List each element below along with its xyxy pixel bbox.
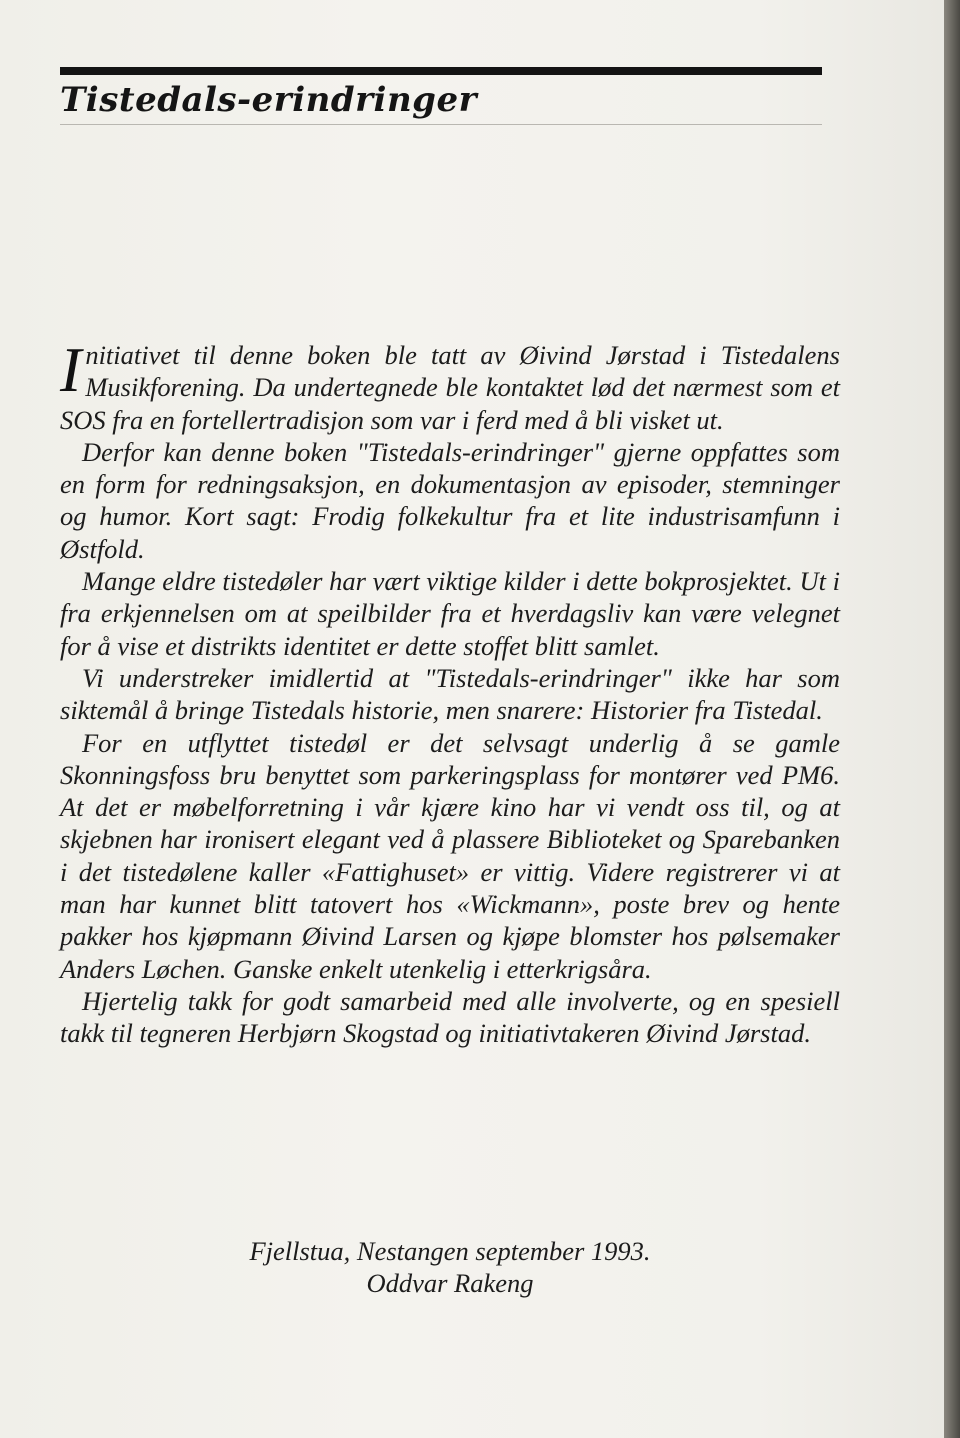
paragraph-4: Vi understreker imidlertid at "Tistedals-erindringer" ikke har som siktemål å bringe Tistedals historie, men snarere: Historier fra Tistedal. <box>60 662 840 726</box>
place-and-date: Fjellstua, Nestangen september 1993. <box>249 1236 651 1266</box>
paragraph-3: Mange eldre tistedøler har vært viktige kilder i dette bokprosjektet. Ut i fra erkjennelsen om at speilbilder fra et hverdagsliv kan være velegnet for å vise et distrikts identitet er dette stoffet blitt samlet. <box>60 566 840 661</box>
title-bottom-rule <box>60 124 822 125</box>
signature-block <box>60 1235 840 1299</box>
paragraph-6: Hjertelig takk for godt samarbeid med alle involverte, og en spesiell takk til tegneren Herbjørn Skogstad og initiativtakeren Øivind Jørstad. <box>60 985 840 1049</box>
paragraph-5: For en utflyttet tistedøl er det selvsagt underlig å se gamle Skonningsfoss bru benyttet som parkeringsplass for montører ved PM6. At det er møbelforretning i vår kjære kino har vi vendt oss til, og at skjebnen har ironisert elegant ved å plassere Biblioteket og Sparebanken i det tistedølene kaller «Fattighuset» er vittig. Videre registrerer vi at man har kunnet blitt tatovert hos «Wickmann», poste brev og hente pakker hos kjøpmann Øivind Larsen og kjøpe blomster hos pølsemaker Anders Løchen. Ganske enkelt utenkelig i etterkrigsåra. <box>60 727 840 984</box>
chapter-title: Tistedals-erindringer <box>60 80 477 120</box>
paragraph-2: Derfor kan denne boken "Tistedals-erindringer" gjerne oppfattes som en form for redningsaksjon, en dokumentasjon av episoder, stemninger og humor. Kort sagt: Frodig folkekultur fra et lite industrisamfunn i Østfold. <box>60 436 840 564</box>
preface-body <box>60 334 840 1050</box>
paragraph-1 <box>60 334 840 436</box>
page-edge-shadow <box>944 0 960 1438</box>
paragraph-1-text: nitiativet til denne boken ble tatt av Øivind Jørstad i Tistedalens Musikforening. Da undertegnede ble kontaktet lød det nærmest som et SOS fra en fortellertradisjon som var i ferd med å bli visket ut. <box>60 340 840 435</box>
author-name: Oddvar Rakeng <box>366 1268 534 1298</box>
title-top-rule <box>60 67 822 75</box>
drop-cap: I <box>60 334 82 405</box>
